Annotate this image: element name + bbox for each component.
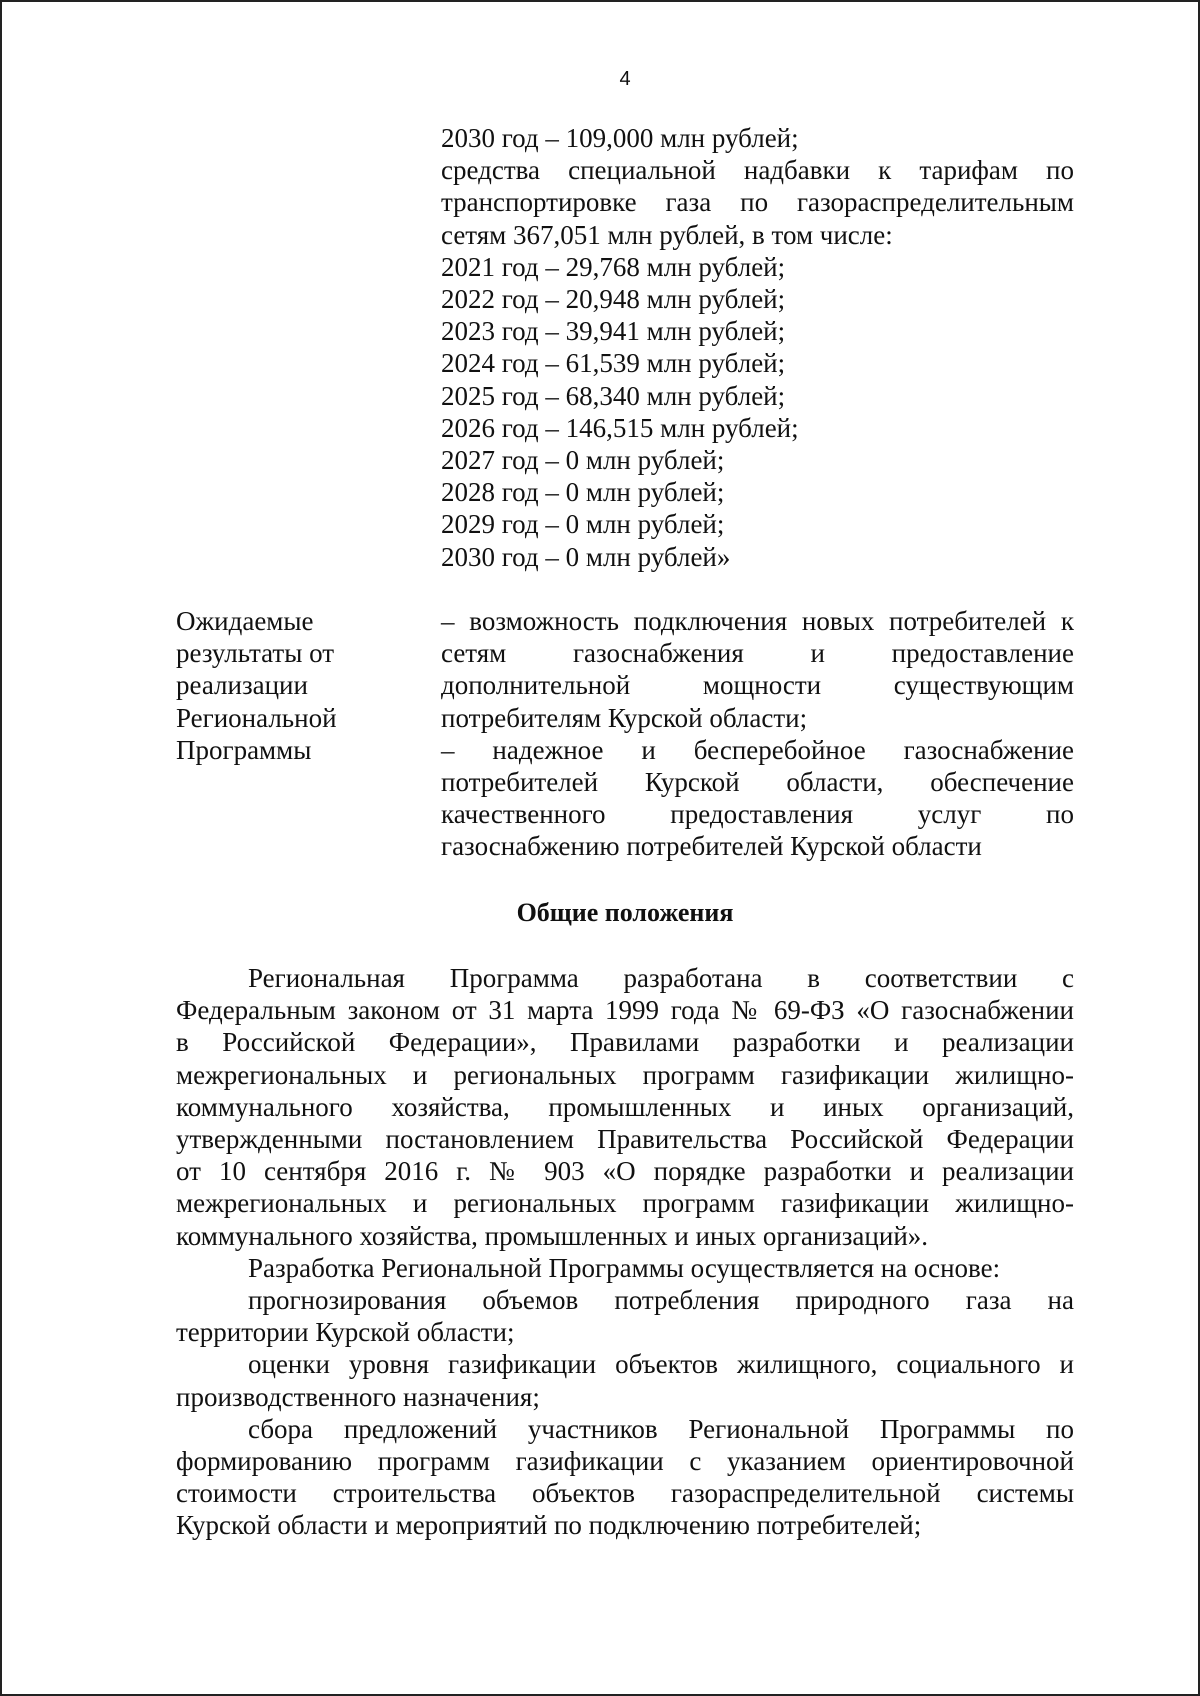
special-intro-line: транспортировке газа по газораспределительным <box>441 187 1074 218</box>
paragraph-line: Федеральным законом от 31 марта 1999 года № 69-ФЗ «О газоснабжении <box>176 995 1074 1026</box>
results-label-line: результаты от <box>176 638 335 669</box>
special-surcharge-intro <box>441 154 1074 251</box>
section-title: Общие положения <box>516 898 734 927</box>
paragraph-line: формированию программ газификации с указанием ориентировочной <box>176 1446 1074 1477</box>
results-label-line: Программы <box>176 734 312 765</box>
page-border-left <box>0 0 2 1696</box>
paragraph-line: стоимости строительства объектов газораспределительной системы <box>176 1478 1074 1509</box>
paragraph-line: производственного назначения; <box>176 1381 540 1412</box>
special-year-line: 2026 год – 146,515 млн рублей; <box>441 412 799 443</box>
special-year-line: 2021 год – 29,768 млн рублей; <box>441 251 786 282</box>
paragraph-line: от 10 сентября 2016 г. № 903 «О порядке разработки и реализации <box>176 1156 1074 1187</box>
results-label-line: реализации <box>176 670 308 701</box>
result-item-line: – возможность подключения новых потребителей к <box>441 606 1074 636</box>
paragraph-line: территории Курской области; <box>176 1317 515 1348</box>
paragraph-line: сбора предложений участников Региональной Программы по <box>248 1413 1074 1444</box>
results-label-line: Ожидаемые <box>176 606 314 636</box>
special-intro-line: средства специальной надбавки к тарифам по <box>441 155 1074 186</box>
special-year-line: 2023 год – 39,941 млн рублей; <box>441 316 786 347</box>
paragraph-line: коммунального хозяйства, промышленных и иных организаций». <box>176 1220 929 1251</box>
funding-block <box>441 122 1074 573</box>
paragraph-line: коммунального хозяйства, промышленных и иных организаций, <box>176 1091 1074 1122</box>
result-item-line: – надежное и бесперебойное газоснабжение <box>441 734 1074 765</box>
page-border-top <box>0 0 1200 2</box>
result-item-line: газоснабжению потребителей Курской области <box>441 831 982 862</box>
special-year-line: 2025 год – 68,340 млн рублей; <box>441 380 786 411</box>
special-year-line: 2030 год – 0 млн рублей» <box>441 541 731 572</box>
paragraph-line: утвержденными постановлением Правительства Российской Федерации <box>176 1124 1074 1155</box>
special-year-line: 2029 год – 0 млн рублей; <box>441 509 725 540</box>
paragraph-line: межрегиональных и региональных программ газификации жилищно- <box>176 1059 1074 1090</box>
special-year-line: 2024 год – 61,539 млн рублей; <box>441 348 786 379</box>
paragraph-line: Региональная Программа разработана в соответствии с <box>248 963 1074 993</box>
result-item-line: дополнительной мощности существующим <box>441 670 1074 701</box>
paragraph-line: Курской области и мероприятий по подключению потребителей; <box>176 1510 922 1541</box>
special-year-line: 2028 год – 0 млн рублей; <box>441 477 725 508</box>
special-year-line: 2022 год – 20,948 млн рублей; <box>441 284 786 315</box>
special-intro-line: сетям 367,051 млн рублей, в том числе: <box>441 219 893 250</box>
paragraph-line: межрегиональных и региональных программ газификации жилищно- <box>176 1188 1074 1219</box>
results-label-line: Региональной <box>176 702 337 733</box>
results-label <box>176 605 406 766</box>
special-year-line: 2027 год – 0 млн рублей; <box>441 445 725 476</box>
paragraph-line: Разработка Региональной Программы осуществляется на основе: <box>248 1252 1001 1283</box>
paragraph-line: оценки уровня газификации объектов жилищного, социального и <box>248 1349 1074 1380</box>
result-item-line: сетям газоснабжения и предоставление <box>441 638 1074 669</box>
paragraph-line: в Российской Федерации», Правилами разработки и реализации <box>176 1027 1074 1058</box>
result-item-line: качественного предоставления услуг по <box>441 799 1074 830</box>
result-item-line: потребителям Курской области; <box>441 702 808 733</box>
page-number: 4 <box>619 68 631 90</box>
results-content <box>441 605 1074 863</box>
funding-line: 2030 год – 109,000 млн рублей; <box>441 123 799 153</box>
body-text <box>176 962 1074 1542</box>
result-item-line: потребителей Курской области, обеспечение <box>441 767 1074 798</box>
paragraph-line: прогнозирования объемов потребления природного газа на <box>248 1285 1074 1316</box>
